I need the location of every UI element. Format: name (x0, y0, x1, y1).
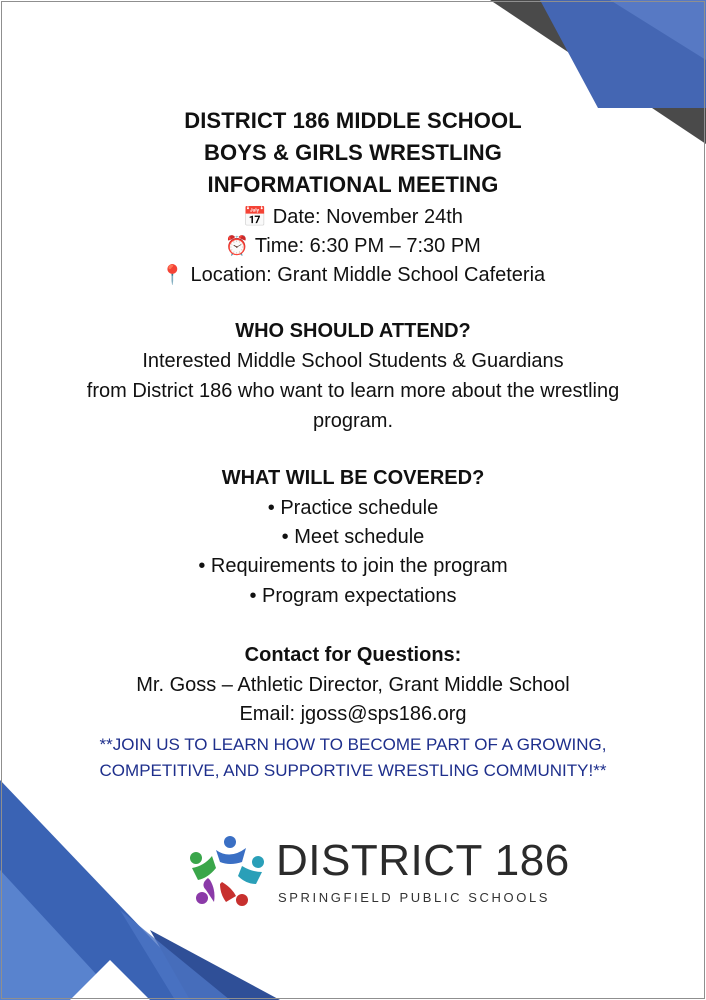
title-line-1: DISTRICT 186 MIDDLE SCHOOL (184, 108, 522, 133)
alarm-clock-icon: ⏰ (225, 235, 249, 257)
who-heading: WHO SHOULD ATTEND? (235, 320, 471, 342)
cta-line-2: COMPETITIVE, AND SUPPORTIVE WRESTLING COMMUNITY!** (99, 761, 607, 780)
who-line-1: Interested Middle School Students & Guardians (142, 350, 564, 372)
what-heading: WHAT WILL BE COVERED? (221, 467, 485, 489)
title-line-2: BOYS & GIRLS WRESTLING (204, 140, 502, 165)
what-item-3: • Requirements to join the program (198, 555, 508, 577)
contact-name: Mr. Goss – Athletic Director, Grant Middle School (136, 674, 570, 696)
logo-tagline: SPRINGFIELD PUBLIC SCHOOLS (278, 890, 551, 905)
top-right-decoration (0, 0, 706, 160)
calendar-icon: 📅 (243, 206, 267, 228)
location-line (0, 263, 706, 287)
what-item-1: • Practice schedule (267, 497, 439, 519)
pushpin-icon: 📍 (160, 264, 185, 286)
who-line-2: from District 186 who want to learn more about the wrestling (86, 380, 620, 402)
what-item-4: • Program expectations (249, 585, 457, 607)
logo-wordmark: DISTRICT 186 (276, 836, 570, 885)
what-item-2: • Meet schedule (281, 526, 425, 548)
contact-email[interactable]: Email: jgoss@sps186.org (239, 703, 467, 725)
who-line-3: program. (312, 410, 394, 432)
date-text: Date: November 24th (272, 206, 463, 228)
time-text: Time: 6:30 PM – 7:30 PM (254, 235, 481, 257)
time-line (0, 234, 706, 258)
district-logo (186, 832, 570, 912)
people-circle-icon (186, 832, 268, 912)
title-line-3: INFORMATIONAL MEETING (207, 172, 499, 197)
cta-line-1: **JOIN US TO LEARN HOW TO BECOME PART OF A GROWING, (99, 735, 607, 754)
contact-heading: Contact for Questions: (244, 644, 462, 666)
location-text: Location: Grant Middle School Cafeteria (190, 264, 546, 286)
date-line (0, 205, 706, 229)
